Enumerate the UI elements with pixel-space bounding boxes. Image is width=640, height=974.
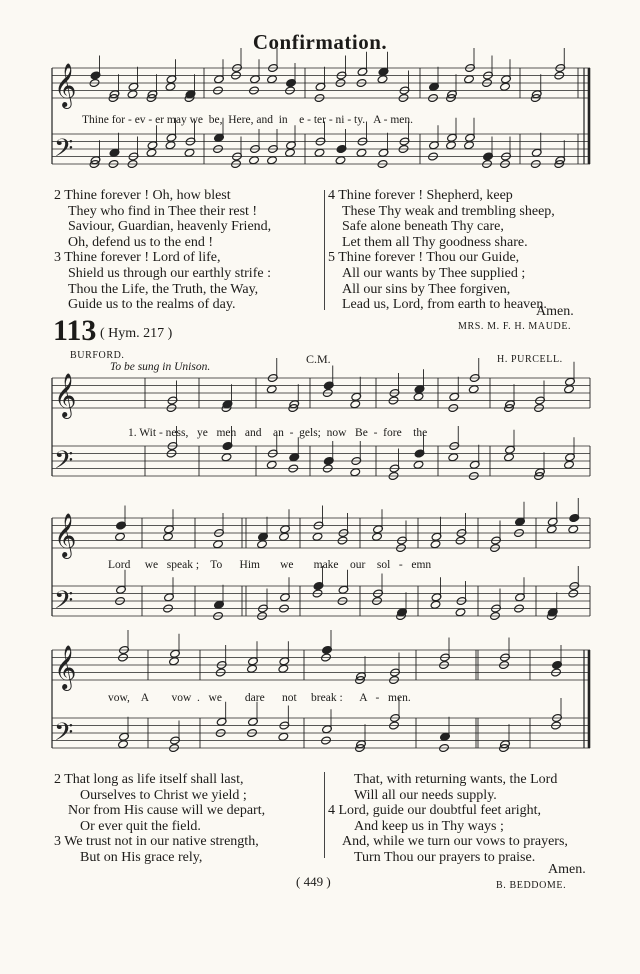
svg-text:𝄢: 𝄢 bbox=[54, 446, 74, 481]
verse-line: Turn Thou our prayers to praise. bbox=[354, 849, 536, 865]
hymn1-amen: Amen. bbox=[536, 304, 574, 319]
column-divider bbox=[324, 772, 325, 858]
verse-line: Guide us to the realms of day. bbox=[68, 297, 236, 313]
verse-first-line bbox=[328, 803, 608, 819]
verse-line: But on His grace rely, bbox=[80, 849, 203, 865]
hymn-number: 113 bbox=[53, 314, 97, 347]
hymn1-lyrics: Thine for - ev - er may we be, Here, and in e - ter - ni - ty. A - men. bbox=[82, 114, 414, 126]
verse-number: 2 bbox=[54, 772, 65, 787]
hymn2-amen: Amen. bbox=[548, 862, 586, 877]
svg-text:𝄞: 𝄞 bbox=[54, 513, 77, 557]
hymn2-lyrics-line2: Lord we speak ; To Him we make our sol - emn bbox=[108, 559, 432, 571]
verse-first-line bbox=[328, 250, 598, 266]
verse-text: That long as life itself shall last, bbox=[64, 772, 244, 787]
verse-line: Saviour, Guardian, heavenly Friend, bbox=[68, 219, 272, 235]
verse-line: Oh, defend us to the end ! bbox=[68, 234, 214, 250]
hymn2-verses-right bbox=[328, 772, 608, 866]
verse-number: 3 bbox=[54, 250, 65, 266]
verse-first-line bbox=[328, 188, 598, 204]
verse-number: 2 bbox=[54, 188, 65, 203]
verse-line: All our wants by Thee supplied ; bbox=[342, 265, 526, 281]
column-divider bbox=[324, 190, 325, 310]
verse-line: And, while we turn our vows to prayers, bbox=[342, 834, 568, 850]
verse-first-line bbox=[54, 834, 320, 850]
verse-number: 3 bbox=[54, 834, 65, 850]
verse-line: Thou the Life, the Truth, the Way, bbox=[68, 281, 259, 297]
verse-number: 5 bbox=[328, 250, 339, 266]
verse-line: They who find in Thee their rest ! bbox=[68, 203, 258, 219]
verse-line: Lead us, Lord, from earth to heaven. bbox=[342, 297, 547, 313]
verse-line: Will all our needs supply. bbox=[354, 787, 497, 803]
verse-text: Lord, guide our doubtful feet aright, bbox=[338, 803, 542, 819]
svg-text:𝄞: 𝄞 bbox=[54, 63, 77, 107]
verse-line: Let them all Thy goodness share. bbox=[342, 234, 528, 250]
verse-line: Safe alone beneath Thy care, bbox=[342, 219, 504, 235]
svg-text:𝄞: 𝄞 bbox=[54, 645, 77, 689]
hymn1-verses-right bbox=[328, 188, 598, 313]
hymnal-reference: ( Hym. 217 ) bbox=[100, 326, 173, 341]
hymn1-verses-left bbox=[54, 188, 320, 313]
verse-line: Nor from His cause will we depart, bbox=[68, 803, 266, 819]
svg-text:𝄢: 𝄢 bbox=[54, 586, 74, 621]
verse-text: Thine forever ! Lord of life, bbox=[64, 250, 221, 266]
svg-text:𝄢: 𝄢 bbox=[54, 718, 74, 753]
hymn2-lyrics-line3: vow, A vow . we dare not break : A - men. bbox=[108, 692, 411, 704]
svg-text:𝄞: 𝄞 bbox=[54, 373, 77, 417]
verse-text: Thine forever ! Shepherd, keep bbox=[338, 188, 513, 203]
verse-line: And keep us in Thy ways ; bbox=[354, 818, 504, 834]
verse-first-line bbox=[54, 250, 320, 266]
verse-line: All our sins by Thee forgiven, bbox=[342, 281, 511, 297]
verse-line: Ourselves to Christ we yield ; bbox=[80, 787, 247, 803]
section-title: Confirmation. bbox=[252, 30, 388, 54]
composer: H. PURCELL. bbox=[497, 354, 563, 365]
meter: C.M. bbox=[306, 352, 331, 366]
page-number: ( 449 ) bbox=[296, 874, 331, 889]
verse-number: 4 bbox=[328, 188, 339, 203]
hymn2-author: B. BEDDOME. bbox=[496, 880, 567, 891]
hymn1-author: MRS. M. F. H. MAUDE. bbox=[458, 321, 572, 332]
verse-line: That, with returning wants, the Lord bbox=[354, 772, 558, 787]
verse-first-line bbox=[54, 772, 320, 788]
hymn2-lyrics-line1: 1. Wit - ness, ye men and an - gels; now Be - fore the bbox=[128, 427, 428, 439]
verse-line: Or ever quit the field. bbox=[80, 818, 201, 834]
verse-text: Thine forever ! Oh, how blest bbox=[64, 188, 231, 203]
verse-number: 4 bbox=[328, 803, 339, 819]
svg-text:𝄢: 𝄢 bbox=[54, 134, 74, 169]
hymn2-verses-left bbox=[54, 772, 320, 866]
verse-line: These Thy weak and trembling sheep, bbox=[342, 203, 555, 219]
verse-first-line bbox=[54, 188, 320, 204]
tune-name: BURFORD. bbox=[70, 350, 125, 361]
verse-text: Thine forever ! Thou our Guide, bbox=[338, 250, 520, 266]
verse-line: Shield us through our earthly strife : bbox=[68, 265, 271, 281]
performance-direction: To be sung in Unison. bbox=[110, 361, 211, 373]
verse-text: We trust not in our native strength, bbox=[64, 834, 259, 850]
